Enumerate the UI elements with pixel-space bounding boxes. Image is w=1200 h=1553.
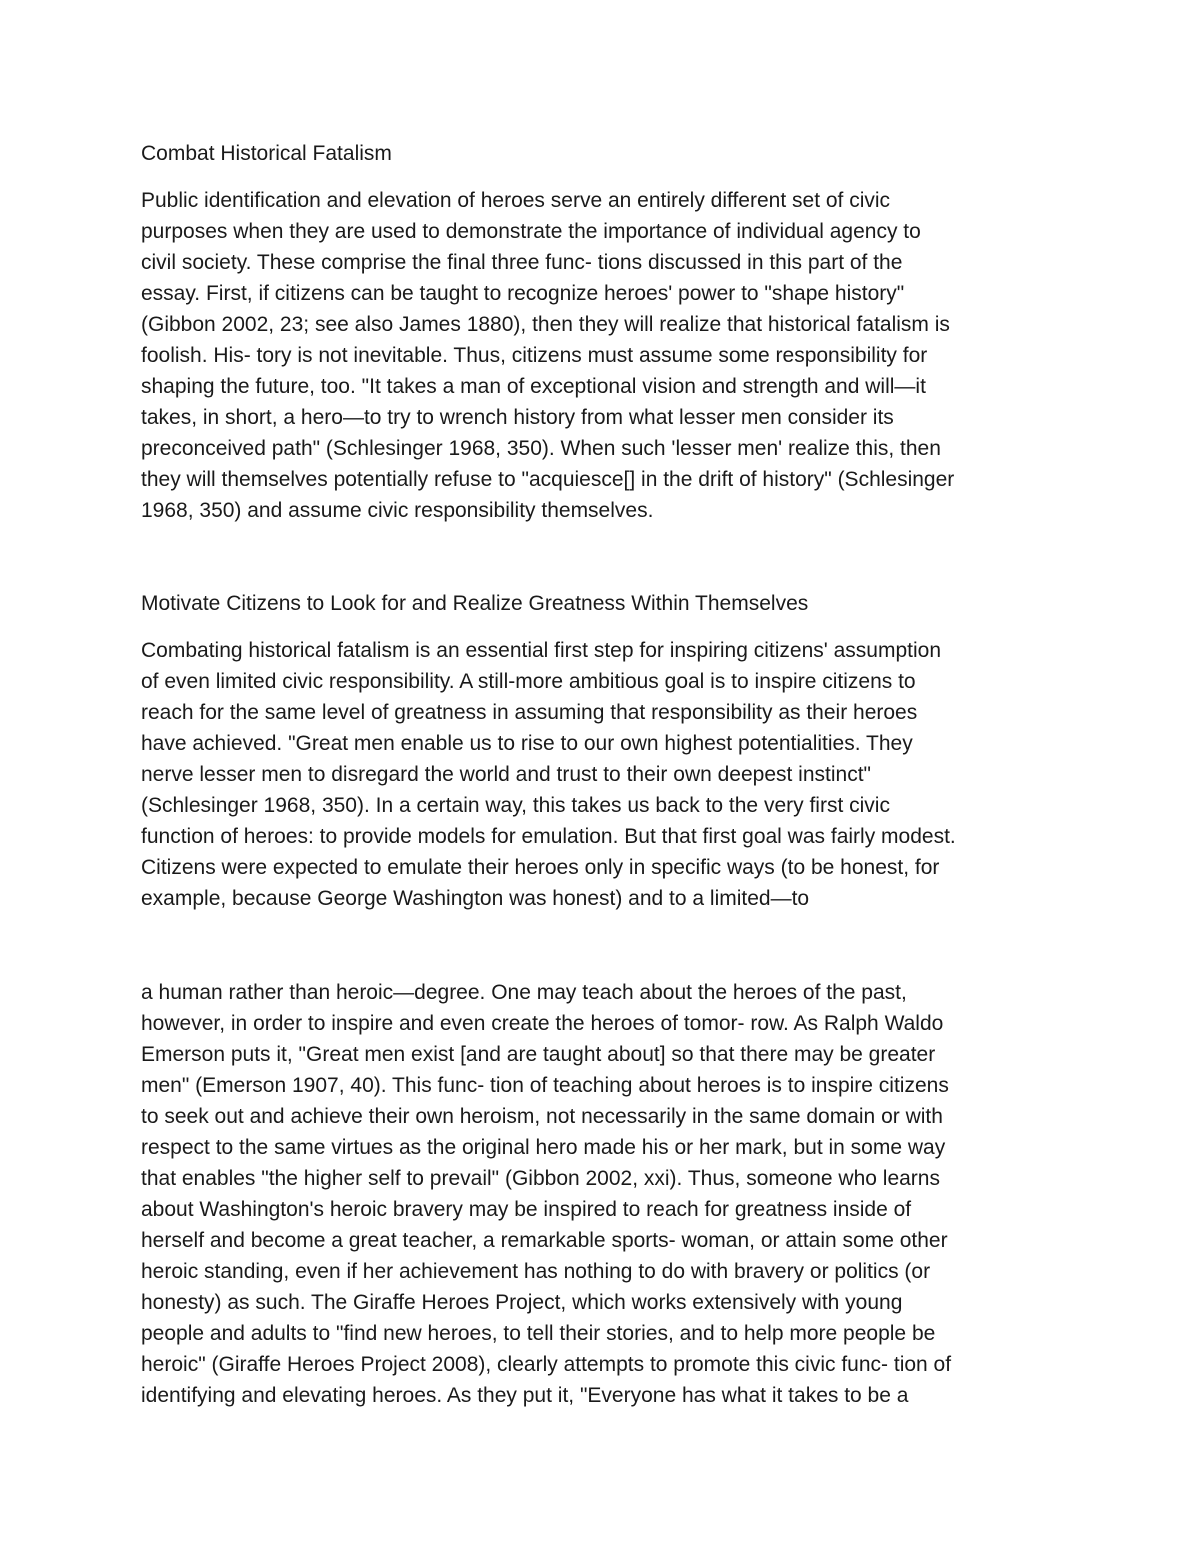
text-line: preconceived path" (Schlesinger 1968, 350). When such 'lesser men' realize this, then: [141, 437, 941, 460]
text-line: identifying and elevating heroes. As they put it, "Everyone has what it takes to be a: [141, 1384, 909, 1407]
text-line: example, because George Washington was honest) and to a limited—to: [141, 887, 810, 910]
text-line: however, in order to inspire and even create the heroes of tomor- row. As Ralph Waldo: [141, 1012, 944, 1035]
text-line: foolish. His- tory is not inevitable. Thus, citizens must assume some responsibility for: [141, 344, 928, 367]
paragraph: [141, 635, 1061, 914]
text-line: essay. First, if citizens can be taught to recognize heroes' power to "shape history": [141, 282, 905, 305]
section-heading: Motivate Citizens to Look for and Realize Greatness Within Themselves: [141, 592, 809, 615]
text-line: 1968, 350) and assume civic responsibility themselves.: [141, 499, 654, 522]
paragraph: [141, 977, 1061, 1411]
text-line: herself and become a great teacher, a remarkable sports- woman, or attain some other: [141, 1229, 948, 1252]
text-line: about Washington's heroic bravery may be inspired to reach for greatness inside of: [141, 1198, 912, 1221]
text-line: they will themselves potentially refuse to "acquiesce[] in the drift of history" (Schlesinger: [141, 468, 955, 491]
text-line: men" (Emerson 1907, 40). This func- tion of teaching about heroes is to inspire citizens: [141, 1074, 949, 1097]
text-line: Combating historical fatalism is an essential first step for inspiring citizens' assumption: [141, 639, 942, 662]
text-line: have achieved. "Great men enable us to rise to our own highest potentialities. They: [141, 732, 913, 755]
document-page: [141, 138, 1061, 1411]
text-line: to seek out and achieve their own heroism, not necessarily in the same domain or with: [141, 1105, 943, 1128]
text-line: heroic" (Giraffe Heroes Project 2008), clearly attempts to promote this civic func- tion of: [141, 1353, 952, 1376]
text-line: Citizens were expected to emulate their heroes only in specific ways (to be honest, for: [141, 856, 940, 879]
text-line: that enables "the higher self to prevail" (Gibbon 2002, xxi). Thus, someone who learns: [141, 1167, 940, 1190]
text-line: respect to the same virtues as the original hero made his or her mark, but in some way: [141, 1136, 946, 1159]
text-line: (Schlesinger 1968, 350). In a certain way, this takes us back to the very first civic: [141, 794, 890, 817]
text-line: function of heroes: to provide models for emulation. But that first goal was fairly modest.: [141, 825, 956, 848]
text-line: takes, in short, a hero—to try to wrench history from what lesser men consider its: [141, 406, 894, 429]
text-line: a human rather than heroic—degree. One may teach about the heroes of the past,: [141, 981, 907, 1004]
paragraph: [141, 185, 1061, 526]
text-line: reach for the same level of greatness in assuming that responsibility as their heroes: [141, 701, 918, 724]
text-line: heroic standing, even if her achievement has nothing to do with bravery or politics (or: [141, 1260, 931, 1283]
text-line: nerve lesser men to disregard the world and trust to their own deepest instinct": [141, 763, 871, 786]
text-line: Emerson puts it, "Great men exist [and are taught about] so that there may be greater: [141, 1043, 936, 1066]
text-line: (Gibbon 2002, 23; see also James 1880), then they will realize that historical fatalism is: [141, 313, 950, 336]
text-line: civil society. These comprise the final three func- tions discussed in this part of the: [141, 251, 903, 274]
text-line: purposes when they are used to demonstrate the importance of individual agency to: [141, 220, 921, 243]
text-line: people and adults to "find new heroes, to tell their stories, and to help more people be: [141, 1322, 936, 1345]
section-heading: Combat Historical Fatalism: [141, 142, 392, 165]
text-line: shaping the future, too. "It takes a man of exceptional vision and strength and will—it: [141, 375, 926, 398]
text-line: Public identification and elevation of heroes serve an entirely different set of civic: [141, 189, 891, 212]
text-line: of even limited civic responsibility. A still-more ambitious goal is to inspire citizens to: [141, 670, 916, 693]
text-line: honesty) as such. The Giraffe Heroes Project, which works extensively with young: [141, 1291, 903, 1314]
